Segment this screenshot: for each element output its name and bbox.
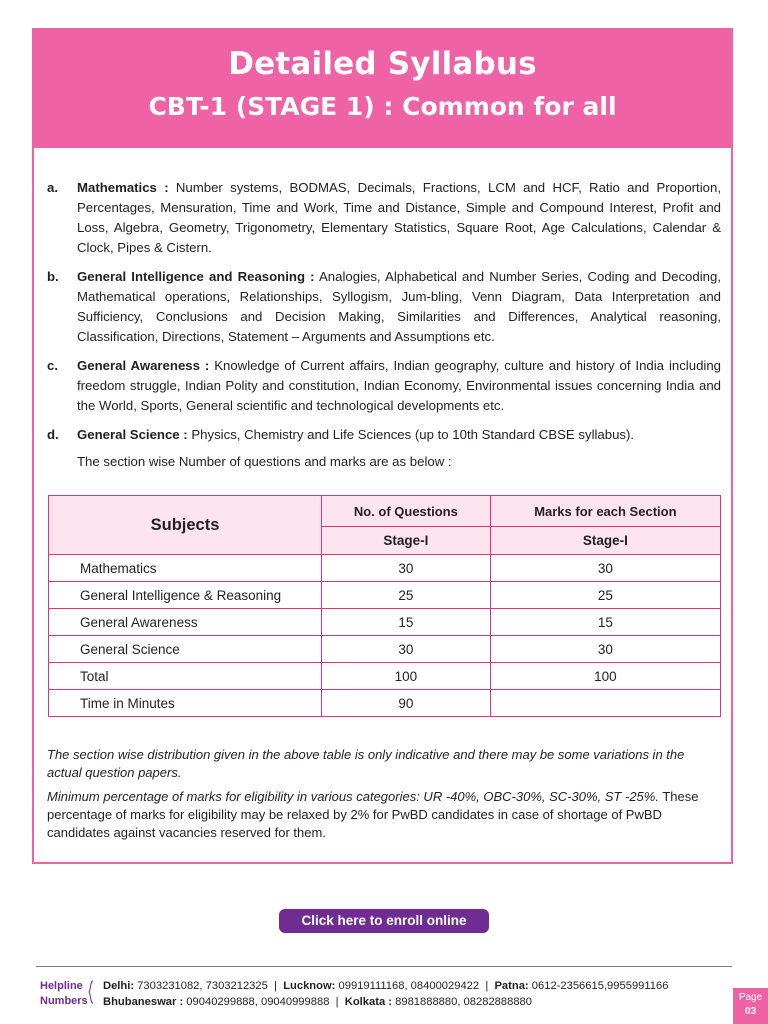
item-text: Knowledge of Current affairs, Indian geography, culture and history of India including freedom struggle, Indian Polity and constitution, Indian Economy, Environmental issues concerning India and the World, Sports, General scientific and technological developments etc. bbox=[77, 358, 721, 413]
table-row bbox=[49, 609, 721, 636]
cell-marks: 30 bbox=[490, 555, 720, 582]
page-number: 03 bbox=[744, 1006, 757, 1017]
syllabus-item-reasoning bbox=[47, 267, 721, 347]
table-row bbox=[49, 690, 721, 717]
cell-subject: Time in Minutes bbox=[49, 690, 322, 717]
city-label-bhubaneswar: Bhubaneswar : bbox=[103, 996, 184, 1008]
city-label-lucknow: Lucknow: bbox=[283, 980, 336, 992]
cell-marks: 25 bbox=[490, 582, 720, 609]
col-header-marks: Marks for each Section bbox=[490, 496, 720, 527]
separator: | bbox=[479, 980, 495, 992]
cell-marks: 15 bbox=[490, 609, 720, 636]
phone-delhi: 7303231082, 7303212325 bbox=[134, 980, 268, 992]
table-row bbox=[49, 555, 721, 582]
cell-questions: 30 bbox=[322, 555, 491, 582]
note-distribution bbox=[47, 746, 721, 782]
note-eligibility-italic: Minimum percentage of marks for eligibility in various categories: UR -40%, OBC-30%, SC-30%, ST -25%. bbox=[47, 789, 659, 804]
phone-patna: 0612-2356615,9955991166 bbox=[528, 980, 669, 992]
cell-questions: 30 bbox=[322, 636, 491, 663]
cell-marks bbox=[490, 690, 720, 717]
item-text: Number systems, BODMAS, Decimals, Fractions, LCM and HCF, Ratio and Proportion, Percentages, Mensuration, Time and Work, Time and Distance, Simple and Compound Interest, Profit and Loss, Algebra, Geometry, Trigonometry, Elementary Statistics, Square Root, Age Calculations, Calendar & Clock, Pipes & Cistern. bbox=[77, 180, 721, 255]
phone-kolkata: 8981888880, 08282888880 bbox=[392, 996, 533, 1008]
page-title: Detailed Syllabus bbox=[228, 46, 537, 82]
city-label-patna: Patna: bbox=[494, 980, 529, 992]
item-letter: b. bbox=[47, 269, 59, 284]
cell-questions: 25 bbox=[322, 582, 491, 609]
marks-table bbox=[48, 495, 721, 717]
note-eligibility bbox=[47, 788, 721, 842]
note-distribution-text: The section wise distribution given in the above table is only indicative and there may be some variations in the actual question papers. bbox=[47, 747, 685, 780]
phone-bhubaneswar: 09040299888, 09040999888 bbox=[183, 996, 330, 1008]
cell-questions: 90 bbox=[322, 690, 491, 717]
city-label-delhi: Delhi: bbox=[103, 980, 135, 992]
syllabus-item-science bbox=[47, 425, 721, 445]
brace-icon bbox=[88, 980, 94, 1004]
item-letter: c. bbox=[47, 358, 58, 373]
item-heading: General Intelligence and Reasoning : bbox=[77, 269, 315, 284]
separator: | bbox=[329, 996, 345, 1008]
item-letter: a. bbox=[47, 180, 58, 195]
syllabus-list bbox=[47, 178, 721, 472]
syllabus-item-awareness bbox=[47, 356, 721, 416]
syllabus-item-mathematics bbox=[47, 178, 721, 258]
table-row bbox=[49, 663, 721, 690]
cell-marks: 30 bbox=[490, 636, 720, 663]
helpline-label-line2: Numbers bbox=[40, 995, 88, 1007]
helpline-contacts bbox=[103, 978, 668, 1010]
cell-subject: General Awareness bbox=[49, 609, 322, 636]
stage-header-questions: Stage-I bbox=[322, 527, 491, 555]
syllabus-frame bbox=[32, 28, 733, 864]
item-heading: General Awareness : bbox=[77, 358, 210, 373]
cell-subject: Mathematics bbox=[49, 555, 322, 582]
phone-lucknow: 09919111168, 08400029422 bbox=[335, 980, 480, 992]
cell-subject: General Science bbox=[49, 636, 322, 663]
helpline-label-line1: Helpline bbox=[40, 980, 83, 992]
cell-subject: General Intelligence & Reasoning bbox=[49, 582, 322, 609]
enroll-online-button[interactable]: Click here to enroll online bbox=[279, 909, 489, 933]
item-text: Physics, Chemistry and Life Sciences (up to 10th Standard CBSE syllabus). bbox=[191, 427, 635, 442]
footer-divider bbox=[36, 966, 732, 967]
col-header-subjects: Subjects bbox=[49, 496, 322, 555]
page-label: Page bbox=[738, 992, 763, 1003]
note-eligibility-text: These percentage of marks for eligibility may be relaxed by 2% for PwBD candidates in case of shortage of PwBD candidates against vacancies reserved for them. bbox=[47, 789, 699, 840]
cell-questions: 15 bbox=[322, 609, 491, 636]
cell-marks: 100 bbox=[490, 663, 720, 690]
item-heading: General Science : bbox=[77, 427, 188, 442]
item-text: Analogies, Alphabetical and Number Series, Coding and Decoding, Mathematical operations, Relationships, Syllogism, Jum-bling, Venn Diagram, Data Interpretation and Sufficiency, Conclusions and Decision Making, Similarities and Differences, Analytical reasoning, Classification, Directions, Statement – Arguments and Assumptions etc. bbox=[77, 269, 721, 344]
table-row bbox=[49, 582, 721, 609]
page-subtitle: CBT-1 (STAGE 1) : Common for all bbox=[148, 92, 617, 121]
cell-questions: 100 bbox=[322, 663, 491, 690]
header-banner bbox=[34, 30, 731, 148]
contacts-line2 bbox=[103, 994, 668, 1010]
helpline-label bbox=[40, 979, 90, 1009]
item-heading: Mathematics : bbox=[77, 180, 169, 195]
notes bbox=[47, 746, 721, 848]
table-intro: The section wise Number of questions and marks are as below : bbox=[77, 454, 452, 469]
col-header-questions: No. of Questions bbox=[322, 496, 491, 527]
contacts-line1 bbox=[103, 978, 668, 994]
table-row bbox=[49, 636, 721, 663]
table-header-row bbox=[49, 496, 721, 527]
page-number-badge bbox=[733, 988, 768, 1024]
city-label-kolkata: Kolkata : bbox=[344, 996, 393, 1008]
item-letter: d. bbox=[47, 427, 59, 442]
cell-subject: Total bbox=[49, 663, 322, 690]
stage-header-marks: Stage-I bbox=[490, 527, 720, 555]
separator: | bbox=[267, 980, 284, 992]
